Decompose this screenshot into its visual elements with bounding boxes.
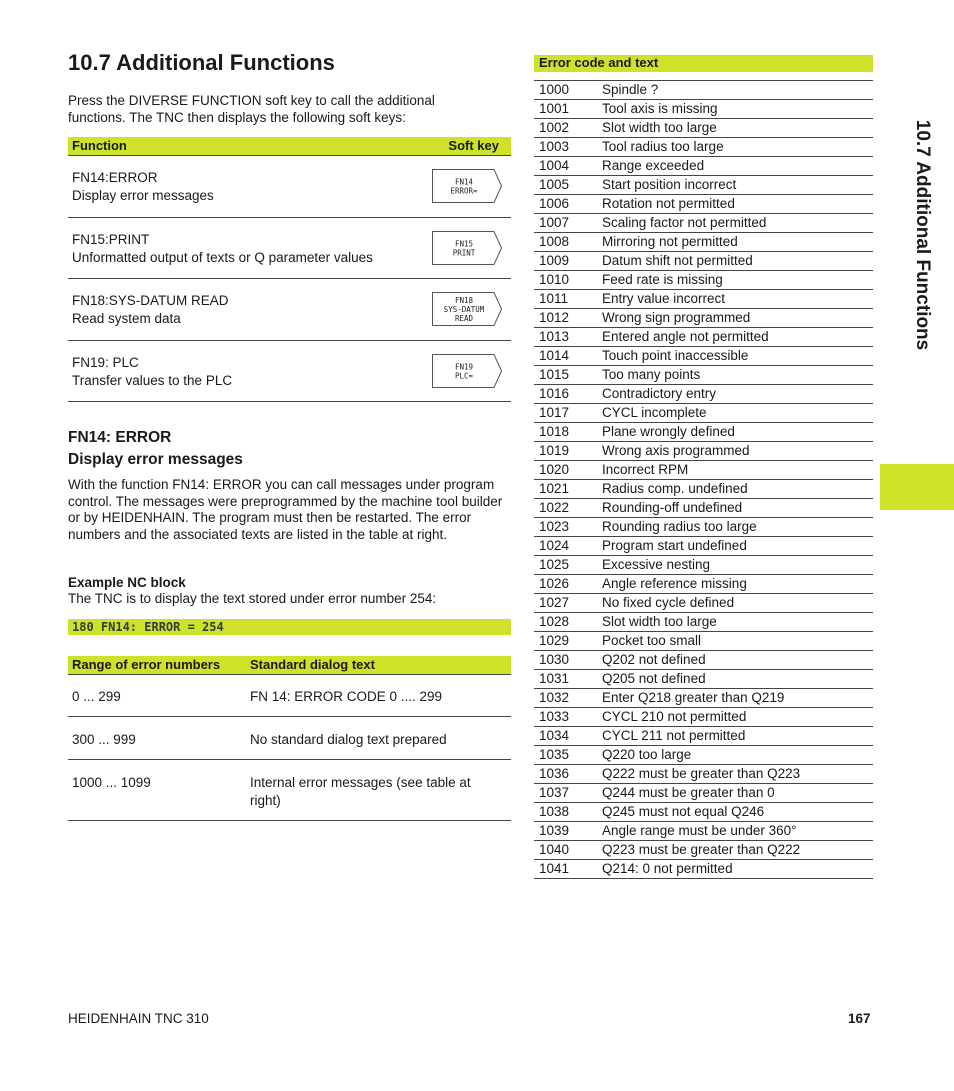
error-text: Q222 must be greater than Q223 bbox=[602, 766, 801, 781]
softkey-icon[interactable] bbox=[432, 354, 502, 388]
error-text: Wrong axis programmed bbox=[602, 443, 750, 458]
error-code: 1027 bbox=[539, 595, 570, 610]
error-text: Tool axis is missing bbox=[602, 101, 718, 116]
error-code: 1016 bbox=[539, 386, 570, 401]
softkey-label: FN19 bbox=[454, 362, 474, 371]
error-text: Incorrect RPM bbox=[602, 462, 689, 477]
function-name: FN15:PRINT bbox=[72, 231, 150, 247]
error-row bbox=[534, 233, 873, 252]
error-text: Too many points bbox=[602, 367, 701, 382]
error-code: 1037 bbox=[539, 785, 570, 800]
error-code: 1038 bbox=[539, 804, 570, 819]
error-row bbox=[534, 366, 873, 385]
error-code: 1014 bbox=[539, 348, 570, 363]
error-text: Enter Q218 greater than Q219 bbox=[602, 690, 785, 705]
softkey-label: FN14 bbox=[454, 177, 474, 187]
error-text: Q244 must be greater than 0 bbox=[602, 785, 775, 800]
error-row bbox=[534, 689, 873, 708]
function-description: Unformatted output of texts or Q parameter values bbox=[72, 249, 373, 265]
error-text: Entered angle not permitted bbox=[602, 329, 769, 344]
range-dialog-text: Internal error messages (see table at right) bbox=[250, 775, 471, 808]
error-row bbox=[534, 214, 873, 233]
softkey-label: FN15 bbox=[454, 239, 474, 248]
error-code: 1001 bbox=[539, 101, 570, 116]
function-row bbox=[68, 341, 511, 403]
error-code: 1035 bbox=[539, 747, 570, 762]
error-row bbox=[534, 537, 873, 556]
error-code: 1010 bbox=[539, 272, 570, 287]
header-error-code: Error code and text bbox=[539, 55, 659, 70]
error-row bbox=[534, 727, 873, 746]
error-table bbox=[534, 55, 873, 879]
range-dialog-text: No standard dialog text prepared bbox=[250, 732, 447, 747]
range-row bbox=[68, 760, 511, 821]
function-name: FN18:SYS-DATUM READ bbox=[72, 293, 229, 308]
error-row bbox=[534, 499, 873, 518]
header-dialog-text: Standard dialog text bbox=[250, 657, 375, 672]
error-code: 1004 bbox=[539, 158, 570, 173]
error-code: 1019 bbox=[539, 443, 570, 458]
page-title: 10.7 Additional Functions bbox=[68, 50, 335, 75]
error-row bbox=[534, 157, 873, 176]
error-text: Q245 must not equal Q246 bbox=[602, 804, 765, 819]
error-row bbox=[534, 176, 873, 195]
function-table-header bbox=[68, 137, 511, 155]
error-row bbox=[534, 746, 873, 765]
fn14-heading: FN14: ERROR bbox=[68, 429, 172, 446]
error-code: 1033 bbox=[539, 709, 570, 724]
error-row bbox=[534, 100, 873, 119]
function-table bbox=[68, 137, 511, 402]
error-row bbox=[534, 290, 873, 309]
error-code: 1029 bbox=[539, 633, 570, 648]
softkey-icon[interactable] bbox=[432, 292, 502, 326]
error-text: Entry value incorrect bbox=[602, 291, 726, 306]
example-code: 180 FN14: ERROR = 254 bbox=[72, 620, 224, 634]
error-code: 1030 bbox=[539, 652, 570, 667]
error-code: 1007 bbox=[539, 215, 570, 230]
error-text: Rounding radius too large bbox=[602, 519, 757, 534]
error-row bbox=[534, 309, 873, 328]
error-row bbox=[534, 252, 873, 271]
error-code: 1039 bbox=[539, 823, 570, 838]
error-text: Q223 must be greater than Q222 bbox=[602, 842, 801, 857]
softkey-label: FN18 bbox=[454, 296, 474, 305]
error-text: Slot width too large bbox=[602, 120, 717, 135]
range-dialog-text: FN 14: ERROR CODE 0 .... 299 bbox=[250, 689, 443, 704]
range-table bbox=[68, 656, 511, 821]
example-code-bar bbox=[68, 619, 511, 635]
error-row bbox=[534, 404, 873, 423]
error-code: 1020 bbox=[539, 462, 570, 477]
error-row bbox=[534, 632, 873, 651]
error-table-header bbox=[534, 55, 873, 72]
error-row bbox=[534, 670, 873, 689]
error-text: Contradictory entry bbox=[602, 386, 717, 401]
function-name: FN19: PLC bbox=[72, 354, 139, 370]
error-row bbox=[534, 195, 873, 214]
softkey-label: PRINT bbox=[452, 248, 476, 257]
range-row bbox=[68, 717, 511, 760]
error-text: Datum shift not permitted bbox=[602, 253, 753, 268]
error-code: 1013 bbox=[539, 329, 570, 344]
error-row bbox=[534, 385, 873, 404]
error-code: 1032 bbox=[539, 690, 570, 705]
softkey-icon[interactable] bbox=[432, 169, 502, 203]
error-code: 1036 bbox=[539, 766, 570, 781]
error-code: 1025 bbox=[539, 557, 570, 572]
range-value: 300 ... 999 bbox=[72, 732, 136, 747]
error-row bbox=[534, 442, 873, 461]
function-name: FN14:ERROR bbox=[72, 170, 158, 185]
error-text: Rotation not permitted bbox=[602, 196, 735, 211]
error-code: 1012 bbox=[539, 310, 570, 325]
error-code: 1009 bbox=[539, 253, 570, 268]
error-code: 1005 bbox=[539, 177, 570, 192]
error-code: 1000 bbox=[539, 82, 570, 97]
error-row bbox=[534, 594, 873, 613]
range-table-header bbox=[68, 656, 511, 674]
error-row bbox=[534, 784, 873, 803]
range-value: 1000 ... 1099 bbox=[72, 775, 151, 790]
error-text: Program start undefined bbox=[602, 538, 747, 553]
error-row bbox=[534, 803, 873, 822]
error-code: 1041 bbox=[539, 861, 570, 876]
footer-product: HEIDENHAIN TNC 310 bbox=[68, 1011, 209, 1026]
intro-text: Press the DIVERSE FUNCTION soft key to call the additional functions. The TNC then displays the following soft keys: bbox=[68, 93, 435, 125]
error-text: Q205 not defined bbox=[602, 671, 706, 686]
error-row bbox=[534, 138, 873, 157]
header-range: Range of error numbers bbox=[72, 657, 221, 672]
error-code: 1023 bbox=[539, 519, 570, 534]
fn14-body: With the function FN14: ERROR you can call messages under program control. The messages were preprogrammed by the machine tool builder or by HEIDENHAIN. The program must then be restarted. The error numbers and the associated texts are listed in the table at right. bbox=[68, 477, 503, 542]
error-row bbox=[534, 81, 873, 100]
error-text: Excessive nesting bbox=[602, 557, 711, 572]
error-row bbox=[534, 822, 873, 841]
error-text: CYCL incomplete bbox=[602, 405, 707, 420]
error-row bbox=[534, 651, 873, 670]
error-row bbox=[534, 480, 873, 499]
error-text: Spindle ? bbox=[602, 82, 659, 97]
error-row bbox=[534, 461, 873, 480]
error-text: Pocket too small bbox=[602, 633, 702, 648]
error-code: 1034 bbox=[539, 728, 570, 743]
softkey-label: SYS-DATUM bbox=[443, 305, 485, 314]
error-code: 1002 bbox=[539, 120, 570, 135]
error-text: Range exceeded bbox=[602, 158, 705, 173]
error-code: 1011 bbox=[539, 291, 569, 306]
error-row bbox=[534, 765, 873, 784]
function-row bbox=[68, 156, 511, 218]
error-code: 1040 bbox=[539, 842, 570, 857]
chapter-tab-marker bbox=[880, 464, 954, 510]
error-code: 1018 bbox=[539, 424, 570, 439]
example-description: The TNC is to display the text stored under error number 254: bbox=[68, 591, 437, 606]
error-text: Wrong sign programmed bbox=[602, 310, 751, 325]
error-row bbox=[534, 119, 873, 138]
error-row bbox=[534, 613, 873, 632]
function-row bbox=[68, 218, 511, 280]
error-text: Touch point inaccessible bbox=[602, 348, 749, 363]
error-text: Q220 too large bbox=[602, 747, 692, 762]
error-text: No fixed cycle defined bbox=[602, 595, 735, 610]
error-row bbox=[534, 841, 873, 860]
softkey-label: PLC= bbox=[454, 371, 474, 380]
error-code: 1022 bbox=[539, 500, 570, 515]
error-text: Tool radius too large bbox=[602, 139, 724, 154]
error-code: 1024 bbox=[539, 538, 570, 553]
error-text: Q214: 0 not permitted bbox=[602, 861, 733, 876]
error-text: CYCL 210 not permitted bbox=[602, 709, 747, 724]
header-function: Function bbox=[72, 138, 127, 153]
error-code: 1017 bbox=[539, 405, 570, 420]
error-text: Mirroring not permitted bbox=[602, 234, 738, 249]
error-code: 1031 bbox=[539, 671, 570, 686]
range-row bbox=[68, 675, 511, 717]
header-softkey: Soft key bbox=[448, 138, 499, 153]
error-text: CYCL 211 not permitted bbox=[602, 728, 746, 743]
error-code: 1006 bbox=[539, 196, 570, 211]
error-text: Radius comp. undefined bbox=[602, 481, 748, 496]
error-row bbox=[534, 860, 873, 879]
error-row bbox=[534, 575, 873, 594]
error-code: 1026 bbox=[539, 576, 570, 591]
error-text: Feed rate is missing bbox=[602, 272, 723, 287]
error-row bbox=[534, 347, 873, 366]
function-row bbox=[68, 279, 511, 341]
error-text: Slot width too large bbox=[602, 614, 717, 629]
error-row bbox=[534, 328, 873, 347]
error-code: 1008 bbox=[539, 234, 570, 249]
error-text: Scaling factor not permitted bbox=[602, 215, 767, 230]
function-description: Transfer values to the PLC bbox=[72, 372, 233, 388]
fn14-subheading: Display error messages bbox=[68, 451, 243, 468]
example-label: Example NC block bbox=[68, 575, 186, 590]
error-code: 1021 bbox=[539, 481, 570, 496]
softkey-label: ERROR= bbox=[450, 186, 478, 196]
error-row bbox=[534, 423, 873, 442]
error-code: 1003 bbox=[539, 139, 570, 154]
error-text: Q202 not defined bbox=[602, 652, 706, 667]
function-description: Display error messages bbox=[72, 188, 214, 203]
function-description: Read system data bbox=[72, 311, 181, 326]
page-number: 167 bbox=[848, 1011, 871, 1026]
error-row bbox=[534, 271, 873, 290]
softkey-label: READ bbox=[454, 314, 474, 323]
error-row bbox=[534, 518, 873, 537]
error-text: Rounding-off undefined bbox=[602, 500, 743, 515]
error-text: Angle reference missing bbox=[602, 576, 747, 591]
error-row bbox=[534, 556, 873, 575]
error-text: Start position incorrect bbox=[602, 177, 737, 192]
error-text: Plane wrongly defined bbox=[602, 424, 735, 439]
range-value: 0 ... 299 bbox=[72, 689, 121, 704]
softkey-icon[interactable] bbox=[432, 231, 502, 265]
error-code: 1015 bbox=[539, 367, 570, 382]
error-code: 1028 bbox=[539, 614, 570, 629]
error-text: Angle range must be under 360° bbox=[602, 823, 797, 838]
side-chapter-title: 10.7 Additional Functions bbox=[912, 119, 933, 351]
error-row bbox=[534, 708, 873, 727]
